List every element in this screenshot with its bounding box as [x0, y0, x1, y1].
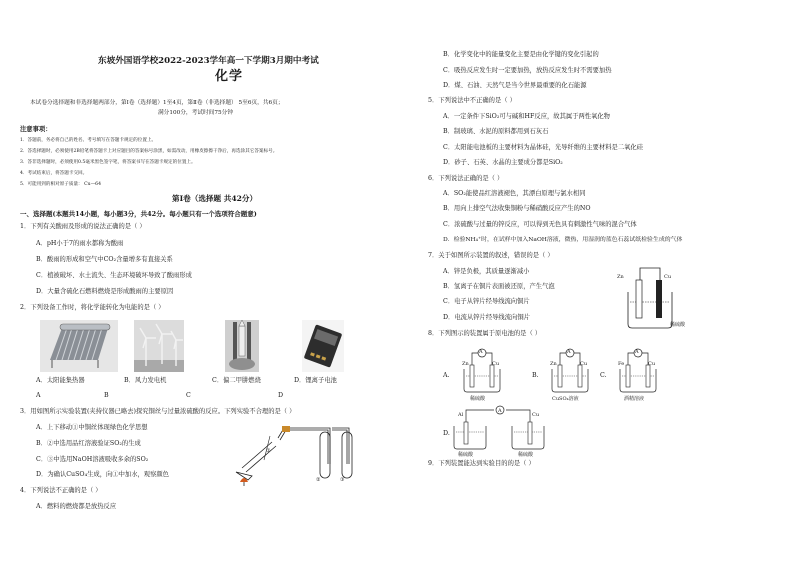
question-3-option-c: C．③中选用NaOH溶液吸收多余的SO₂ [36, 456, 149, 463]
solar-collector-image [40, 320, 118, 372]
question-7-option-c: C．电子从锌片经导线流向铜片 [443, 298, 530, 305]
electrode-label: Fe [618, 361, 625, 367]
apparatus-label-3: ③ [340, 477, 345, 483]
question-5-option-b: B．制玻璃、水泥的原料都用到石灰石 [443, 128, 549, 135]
electrode-label: Al [458, 412, 464, 418]
question-7-option-a: A．锌是负极，其质量逐渐减小 [443, 268, 530, 275]
lithium-battery-image [302, 320, 344, 372]
question-1-option-c: C．植被破坏、水土流失、生态环境破坏导致了酸雨形成 [36, 272, 192, 279]
question-2-letter-c: C [186, 392, 191, 399]
meter-label-b: A [567, 349, 571, 355]
wind-turbine-image [134, 320, 184, 372]
subject-title: 化学 [215, 69, 244, 84]
question-2-caption-d: D．锂离子电池 [294, 377, 337, 384]
question-9-stem: 9．下列装置能达到实验目的的是（ ） [428, 460, 535, 467]
section-instruction: 一、选择题(本题共14小题，每小题3分，共42分。每小题只有一个选项符合题意) [20, 210, 257, 218]
notes-heading: 注意事项： [20, 126, 52, 133]
cell-label-copper: Cu [664, 274, 672, 280]
question-8-stem: 8．下列图示的装置属于原电池的是（ ） [428, 330, 542, 337]
note-item: 2．答选择题时，必须使用2B铅笔将答题卡上对应题目的答案标号涂黑，如需改动，用橡皮擦擦干净后，再选涂其它答案标号。 [20, 149, 278, 154]
meter-label-d: A [498, 408, 502, 414]
apparatus-label-1: ① [266, 448, 271, 454]
question-3-option-d: D．为确认CuSO₄生成，向①中加水，观察颜色 [36, 471, 169, 478]
note-item: 4．考试结束后，将答题卡交回。 [20, 171, 88, 176]
question-2-stem: 2．下列设备工作时，将化学能转化为电能的是（ ） [20, 304, 165, 311]
question-4-stem: 4．下列说法不正确的是（ ） [20, 487, 102, 494]
cell-label-zinc: Zn [617, 274, 624, 280]
cell-label-electrolyte: 稀硫酸 [670, 322, 686, 328]
meter-label-c: A [635, 349, 639, 355]
note-item: 3．答非选择题时，必须使用0.5毫米黑色签字笔，将答案书写在答题卡规定的位置上。 [20, 160, 196, 165]
intro-line-2: 满分100分，考试时间75分钟 [158, 110, 233, 116]
note-item: 5．可能用到的相对原子质量： Cu—64 [20, 182, 102, 187]
solution-label: 稀硫酸 [458, 452, 474, 458]
electrode-label: Cu [532, 412, 540, 418]
question-4-option-b: B．化学变化中的能量变化主要是由化学键的变化引起的 [443, 51, 599, 58]
solution-label: 稀硫酸 [518, 452, 534, 458]
question-2-letter-a: A [36, 392, 41, 399]
question-8-letter-b: B. [532, 372, 539, 379]
question-2-letter-d: D [278, 392, 284, 399]
question-6-option-d: D．检验NH₄⁺时，在试样中加入NaOH溶液，微热，用湿润的蓝色石蕊试纸检验生成的气体 [443, 237, 683, 243]
question-2-caption-c: C．偏二甲肼燃烧 [212, 377, 261, 384]
question-6-stem: 6．下列说法正确的是（ ） [428, 175, 504, 182]
question-8-letter-d: D. [443, 430, 450, 437]
intro-line-1: 本试卷分选择题和非选择题两部分，第Ⅰ卷（选择题）1至4页，第Ⅱ卷（非选择题） 5至6页，共6页； [30, 100, 284, 106]
question-1-option-d: D．大量含硫化石燃料燃烧是形成酸雨的主要原因 [36, 288, 174, 295]
electrode-label: Cu [580, 361, 588, 367]
solution-label: 稀硫酸 [470, 396, 486, 402]
question-6-option-c: C．浓硫酸与过量的锌反应，可以得到无色具有刺激性气味的混合气体 [443, 221, 637, 228]
question-5-option-c: C．太阳能电池板的主要材料为晶体硅，光导纤维的主要材料是二氧化硅 [443, 144, 644, 151]
question-1-option-a: A．pH小于7的雨水都称为酸雨 [36, 240, 124, 247]
question-8-letter-a: A. [443, 372, 450, 379]
electrode-label: Zn [462, 361, 469, 367]
question-5-option-d: D．砂子、石英、水晶的主要成分都是SiO₂ [443, 159, 563, 166]
question-1-option-b: B．酸雨的形成和空气中CO₂含量增多有直接关系 [36, 256, 173, 263]
electrode-label: Cu [492, 361, 500, 367]
question-1-stem: 1．下列有关酸雨及形成的说法正确的是（ ） [20, 223, 146, 230]
note-item: 1．答题前，务必将自己的姓名、考号填写在答题卡规定的位置上。 [20, 138, 157, 143]
question-2-caption-b: B．风力发电机 [124, 377, 167, 384]
question-6-option-a: A．SO₂能使品红溶液褪色，其漂白原理与氯水相同 [443, 190, 586, 197]
solution-label: 酒精溶液 [624, 396, 645, 402]
question-6-option-b: B．用向上排空气法收集铜粉与稀硝酸反应产生的NO [443, 205, 591, 212]
question-2-caption-a: A．太阳能集热器 [36, 377, 85, 384]
question-3-stem: 3．用如图所示实验装置(夹持仪器已略去)探究铜丝与过量浓硫酸的反应。下列实验不合理的是（ ） [20, 408, 296, 415]
rocket-launch-image [225, 320, 259, 372]
question-7-option-b: B．氢离子在铜片表面被还原，产生气泡 [443, 283, 555, 290]
apparatus-label-2: ② [316, 477, 321, 483]
electrode-label: Zn [550, 361, 557, 367]
question-5-stem: 5．下列说法中不正确的是（ ） [428, 97, 516, 104]
question-4-option-d: D．煤、石油、天然气是当今世界最重要的化石能源 [443, 82, 587, 89]
question-5-option-a: A．一定条件下SiO₂可与碱和HF反应，故其属于两性氧化物 [443, 113, 610, 120]
electrode-label: Cu [648, 361, 656, 367]
meter-label-a: A [479, 349, 483, 355]
question-7-option-d: D．电流从锌片经导线流向铜片 [443, 314, 530, 321]
solution-label: CuSO₄溶液 [552, 396, 579, 402]
section-title: 第Ⅰ卷（选择题 共42分） [172, 194, 258, 203]
question-4-option-a: A．燃料的燃烧都是放热反应 [36, 503, 117, 510]
question-2-letter-b: B [104, 392, 109, 399]
question-3-option-a: A．上下移动①中铜丝体现绿色化学思想 [36, 424, 148, 431]
question-7-stem: 7．关于如图所示装置的叙述，错误的是（ ） [428, 252, 554, 259]
question-8-letter-c: C. [600, 372, 607, 379]
question-4-option-c: C．吸热反应发生时一定要加热，放热反应发生时不需要加热 [443, 67, 612, 74]
question-3-option-b: B．②中选用品红溶液验证SO₂的生成 [36, 440, 141, 447]
exam-title: 东坡外国语学校2022-2023学年高一下学期3月期中考试 [98, 56, 319, 66]
